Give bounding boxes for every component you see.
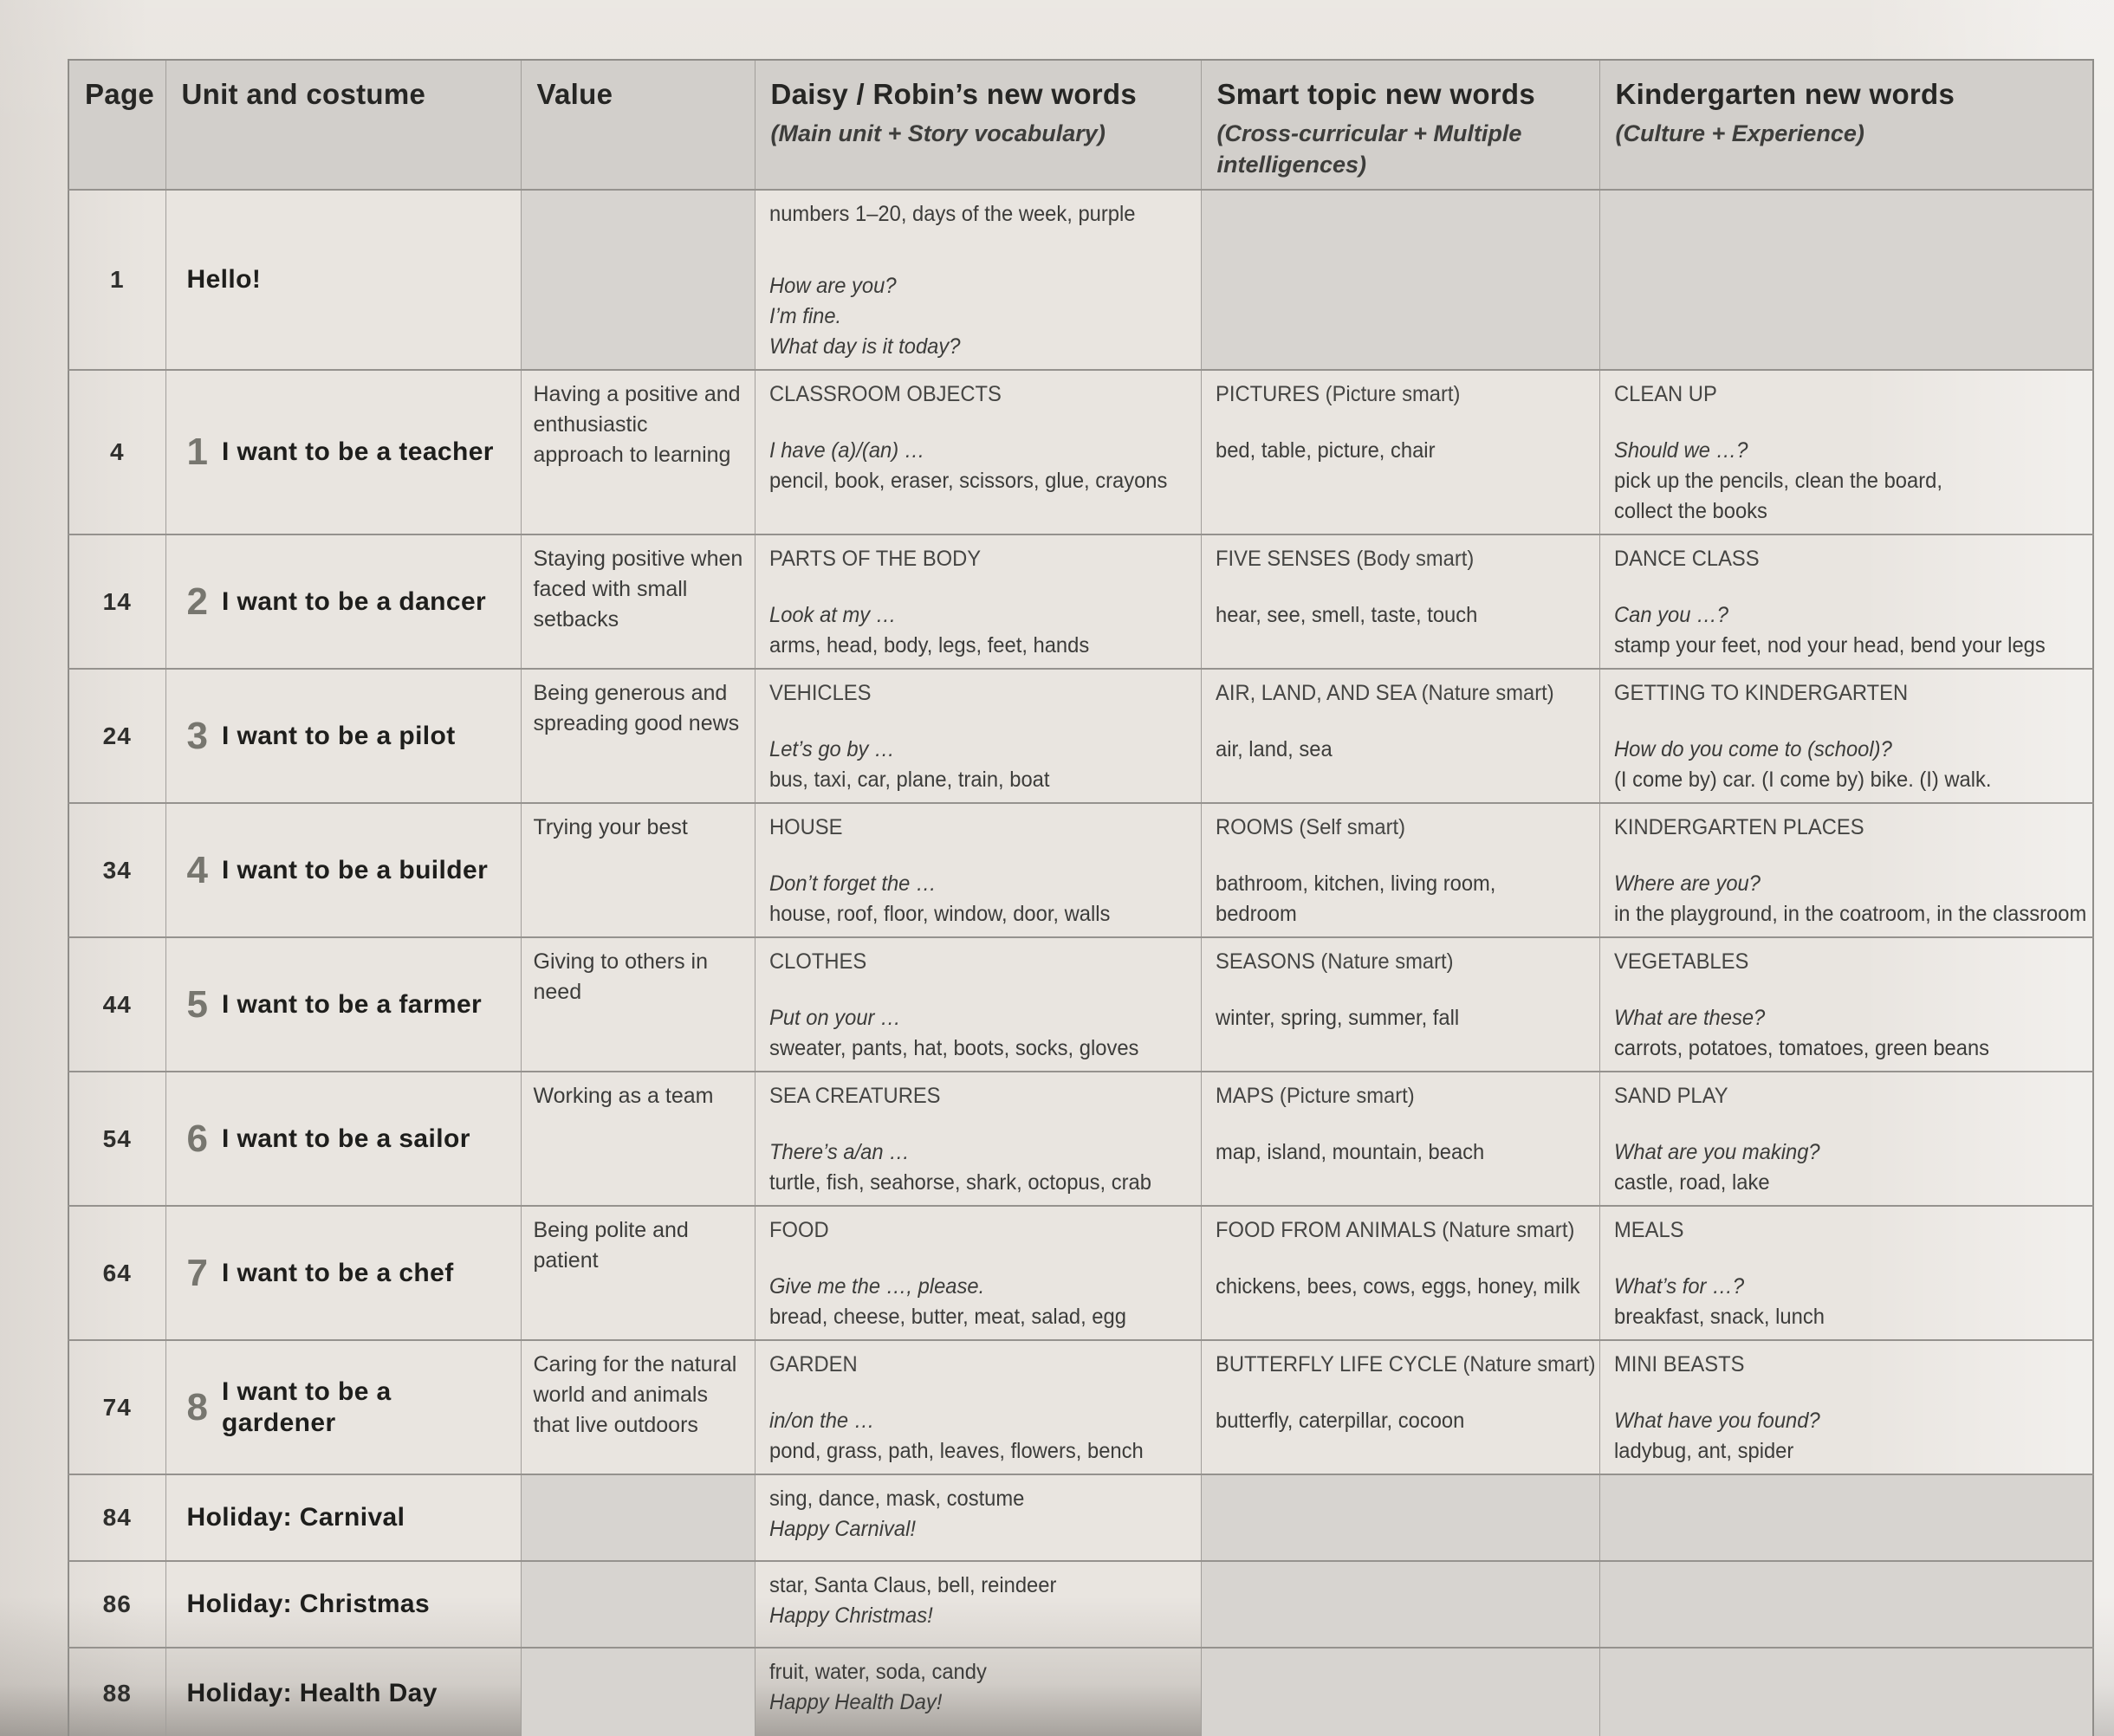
vocab-line: ladybug, ant, spider xyxy=(1613,1439,1793,1463)
smart-topic-words-cell xyxy=(1201,937,1599,1072)
vocab-line: PICTURES (Picture smart) xyxy=(1215,382,1460,406)
unit-title-wrap xyxy=(187,1502,512,1533)
vocab-line: fruit, water, soda, candy xyxy=(768,1660,987,1684)
daisy-robin-words-cell xyxy=(755,190,1201,370)
column-header-kindergarten-words xyxy=(1599,60,2093,190)
kindergarten-words-cell xyxy=(1599,1340,2093,1474)
vocab-line: PARTS OF THE BODY xyxy=(768,547,981,571)
page-cell xyxy=(68,190,165,370)
scope-and-sequence-table xyxy=(68,59,2094,1736)
daisy-robin-words-cell xyxy=(755,1340,1201,1474)
vocab-line: in/on the … xyxy=(768,1409,874,1433)
vocab-line: How are you? xyxy=(768,274,897,298)
vocab-line: Happy Christmas! xyxy=(768,1603,933,1628)
table-header xyxy=(68,60,2093,190)
page-cell xyxy=(68,803,165,937)
vocab-line: air, land, sea xyxy=(1215,737,1333,761)
unit-number: 1 xyxy=(186,431,208,473)
vocab-line: pencil, book, eraser, scissors, glue, crayons xyxy=(768,469,1167,493)
page-number: 4 xyxy=(109,438,125,465)
unit-title: I want to be a dancer xyxy=(221,586,487,616)
unit-cell xyxy=(165,937,521,1072)
vocab-line: winter, spring, summer, fall xyxy=(1215,1006,1459,1030)
unit-title: I want to be a pilot xyxy=(221,721,456,750)
column-label: Daisy / Robin’s new words xyxy=(770,78,1138,110)
unit-number: 6 xyxy=(186,1117,208,1160)
table-body xyxy=(68,190,2093,1736)
unit-title: I want to be a gardener xyxy=(221,1376,392,1437)
unit-title: I want to be a farmer xyxy=(221,989,483,1019)
vocab-line: Give me the …, please. xyxy=(768,1274,984,1299)
page-number: 14 xyxy=(102,587,132,615)
unit-title: I want to be a builder xyxy=(221,855,489,884)
kindergarten-words-cell xyxy=(1599,1072,2093,1206)
vocab-line: castle, road, lake xyxy=(1613,1170,1770,1195)
vocab-line: house, roof, floor, window, door, walls xyxy=(768,902,1110,926)
vocab-line: pond, grass, path, leaves, flowers, bench xyxy=(768,1439,1144,1463)
vocab-line: What day is it today? xyxy=(768,334,960,359)
kindergarten-words-cell xyxy=(1599,803,2093,937)
value-cell xyxy=(521,803,755,937)
column-sublabel: (Cross-curricular + Multiple intelligences) xyxy=(1216,120,1522,178)
column-sublabel: (Culture + Experience) xyxy=(1615,120,1864,146)
unit-title-wrap xyxy=(186,982,512,1026)
kindergarten-words-cell xyxy=(1599,1561,2093,1648)
vocab-line: hear, see, smell, taste, touch xyxy=(1215,603,1477,627)
vocab-line: What have you found? xyxy=(1613,1409,1820,1433)
unit-title-wrap xyxy=(186,714,512,757)
vocab-line: VEHICLES xyxy=(768,681,871,705)
kindergarten-words-cell xyxy=(1599,1206,2093,1340)
column-label: Smart topic new words xyxy=(1216,78,1536,110)
table-row xyxy=(68,1072,2093,1206)
smart-topic-words-cell xyxy=(1201,803,1599,937)
vocab-line: MAPS (Picture smart) xyxy=(1215,1084,1415,1108)
unit-number: 5 xyxy=(186,982,208,1026)
unit-title-wrap xyxy=(187,1589,512,1620)
vocab-line: in the playground, in the coatroom, in the classroom xyxy=(1613,902,2086,926)
unit-cell xyxy=(165,1072,521,1206)
column-label: Value xyxy=(536,78,613,110)
value-cell xyxy=(521,1561,755,1648)
unit-cell xyxy=(165,803,521,937)
daisy-robin-words-cell xyxy=(755,1648,1201,1736)
value-text: Being generous and spreading good news xyxy=(533,681,740,735)
page-number: 24 xyxy=(102,722,132,749)
daisy-robin-words-cell xyxy=(755,669,1201,803)
unit-number: 2 xyxy=(186,580,208,623)
value-text: Being polite and patient xyxy=(533,1218,689,1273)
value-text: Caring for the natural world and animals that live outdoors xyxy=(533,1352,737,1437)
unit-number: 8 xyxy=(186,1385,208,1428)
kindergarten-words-cell xyxy=(1599,937,2093,1072)
vocab-line: How do you come to (school)? xyxy=(1613,737,1892,761)
page-number: 44 xyxy=(102,990,132,1018)
unit-title-wrap xyxy=(186,1251,512,1294)
value-cell xyxy=(521,1648,755,1736)
column-header-value xyxy=(521,60,755,190)
kindergarten-words-cell xyxy=(1599,534,2093,669)
vocab-line: GARDEN xyxy=(768,1352,858,1376)
unit-number: 4 xyxy=(186,848,208,891)
value-cell xyxy=(521,534,755,669)
daisy-robin-words-cell xyxy=(755,534,1201,669)
vocab-line: star, Santa Claus, bell, reindeer xyxy=(768,1573,1056,1597)
vocab-line: numbers 1–20, days of the week, purple xyxy=(768,202,1135,226)
vocab-line: carrots, potatoes, tomatoes, green beans xyxy=(1613,1036,1989,1060)
page-cell xyxy=(68,937,165,1072)
vocab-line: ROOMS (Self smart) xyxy=(1215,815,1405,839)
vocab-line: There’s a/an … xyxy=(768,1140,910,1164)
vocab-line: map, island, mountain, beach xyxy=(1215,1140,1484,1164)
daisy-robin-words-cell xyxy=(755,370,1201,534)
value-text: Trying your best xyxy=(533,815,688,839)
smart-topic-words-cell xyxy=(1201,190,1599,370)
vocab-line: SAND PLAY xyxy=(1613,1084,1728,1108)
unit-title: Holiday: Health Day xyxy=(186,1678,438,1707)
vocab-line: What’s for …? xyxy=(1613,1274,1744,1299)
daisy-robin-words-cell xyxy=(755,1206,1201,1340)
value-cell xyxy=(521,1206,755,1340)
unit-number: 7 xyxy=(186,1251,208,1294)
table-row xyxy=(68,1206,2093,1340)
table-row xyxy=(68,1648,2093,1736)
unit-cell xyxy=(165,1561,521,1648)
value-cell xyxy=(521,370,755,534)
vocab-line: bed, table, picture, chair xyxy=(1215,438,1435,463)
unit-cell xyxy=(165,669,521,803)
unit-cell xyxy=(165,1206,521,1340)
vocab-line: What are you making? xyxy=(1613,1140,1820,1164)
vocab-line: What are these? xyxy=(1613,1006,1765,1030)
value-cell xyxy=(521,190,755,370)
vocab-line: CLOTHES xyxy=(768,949,866,974)
page-number: 54 xyxy=(102,1124,132,1152)
vocab-line: Let’s go by … xyxy=(768,737,895,761)
page-number: 84 xyxy=(102,1504,132,1531)
column-label: Unit and costume xyxy=(181,78,426,110)
vocab-line: bus, taxi, car, plane, train, boat xyxy=(768,768,1049,792)
kindergarten-words-cell xyxy=(1599,669,2093,803)
vocab-line: bedroom xyxy=(1215,902,1297,926)
vocab-line: stamp your feet, nod your head, bend your legs xyxy=(1613,633,2046,657)
vocab-line: MEALS xyxy=(1613,1218,1684,1242)
page-cell xyxy=(68,1206,165,1340)
value-cell xyxy=(521,669,755,803)
unit-title-wrap xyxy=(186,580,512,623)
smart-topic-words-cell xyxy=(1201,370,1599,534)
table-row xyxy=(68,370,2093,534)
daisy-robin-words-cell xyxy=(755,1561,1201,1648)
table-row xyxy=(68,803,2093,937)
page-number: 34 xyxy=(102,856,132,884)
unit-number: 3 xyxy=(186,714,208,757)
column-sublabel: (Main unit + Story vocabulary) xyxy=(770,120,1106,146)
unit-title-wrap xyxy=(187,1678,512,1709)
vocab-line: FOOD FROM ANIMALS (Nature smart) xyxy=(1215,1218,1574,1242)
vocab-line: bread, cheese, butter, meat, salad, egg xyxy=(768,1305,1126,1329)
vocab-line: FIVE SENSES (Body smart) xyxy=(1215,547,1474,571)
value-text: Giving to others in need xyxy=(533,949,708,1004)
unit-cell xyxy=(165,190,521,370)
vocab-line: AIR, LAND, AND SEA (Nature smart) xyxy=(1215,681,1554,705)
daisy-robin-words-cell xyxy=(755,1474,1201,1561)
unit-title: I want to be a teacher xyxy=(221,437,494,466)
page-number: 74 xyxy=(102,1393,132,1421)
smart-topic-words-cell xyxy=(1201,1340,1599,1474)
vocab-line: GETTING TO KINDERGARTEN xyxy=(1613,681,1908,705)
page-cell xyxy=(68,1648,165,1736)
table-row xyxy=(68,669,2093,803)
vocab-line: sweater, pants, hat, boots, socks, gloves xyxy=(768,1036,1138,1060)
vocab-line: butterfly, caterpillar, cocoon xyxy=(1215,1409,1464,1433)
unit-title-wrap xyxy=(186,848,512,891)
value-text: Having a positive and enthusiastic approach to learning xyxy=(533,382,741,467)
page-number: 1 xyxy=(109,266,125,293)
value-cell xyxy=(521,937,755,1072)
value-text: Staying positive when faced with small setbacks xyxy=(533,547,743,632)
smart-topic-words-cell xyxy=(1201,1206,1599,1340)
vocab-line: arms, head, body, legs, feet, hands xyxy=(768,633,1089,657)
daisy-robin-words-cell xyxy=(755,1072,1201,1206)
value-text: Working as a team xyxy=(533,1084,714,1108)
vocab-line: BUTTERFLY LIFE CYCLE (Nature smart) xyxy=(1215,1352,1596,1376)
unit-title: Holiday: Christmas xyxy=(186,1590,431,1618)
vocab-line: Where are you? xyxy=(1613,871,1761,896)
unit-cell xyxy=(165,1648,521,1736)
table-row xyxy=(68,534,2093,669)
vocab-line: Look at my … xyxy=(768,603,897,627)
kindergarten-words-cell xyxy=(1599,1474,2093,1561)
vocab-line: Put on your … xyxy=(768,1006,901,1030)
vocab-line: sing, dance, mask, costume xyxy=(768,1487,1024,1511)
kindergarten-words-cell xyxy=(1599,1648,2093,1736)
smart-topic-words-cell xyxy=(1201,1561,1599,1648)
smart-topic-words-cell xyxy=(1201,669,1599,803)
unit-title-wrap xyxy=(186,1117,512,1160)
unit-cell xyxy=(165,370,521,534)
unit-title-wrap xyxy=(187,1376,512,1439)
smart-topic-words-cell xyxy=(1201,1474,1599,1561)
table-row xyxy=(68,1340,2093,1474)
unit-cell xyxy=(165,534,521,669)
vocab-line: breakfast, snack, lunch xyxy=(1613,1305,1825,1329)
page-cell xyxy=(68,1561,165,1648)
vocab-line: collect the books xyxy=(1613,499,1767,523)
vocab-line: KINDERGARTEN PLACES xyxy=(1613,815,1864,839)
column-header-daisy-robin-words xyxy=(755,60,1201,190)
column-header-smart-topic-words xyxy=(1201,60,1599,190)
column-label: Kindergarten new words xyxy=(1615,78,1955,110)
unit-title: Holiday: Carnival xyxy=(186,1503,405,1532)
column-header-unit xyxy=(165,60,521,190)
vocab-line: HOUSE xyxy=(768,815,842,839)
unit-title: I want to be a chef xyxy=(221,1258,454,1287)
column-header-page xyxy=(68,60,165,190)
vocab-line: Don’t forget the … xyxy=(768,871,937,896)
unit-title: I want to be a sailor xyxy=(221,1124,470,1153)
table-row xyxy=(68,190,2093,370)
unit-title: Hello! xyxy=(186,265,262,294)
vocab-line: Happy Carnival! xyxy=(768,1517,916,1541)
vocab-line: chickens, bees, cows, eggs, honey, milk xyxy=(1215,1274,1580,1299)
daisy-robin-words-cell xyxy=(755,937,1201,1072)
vocab-line: CLEAN UP xyxy=(1613,382,1717,406)
vocab-line: turtle, fish, seahorse, shark, octopus, crab xyxy=(768,1170,1151,1195)
smart-topic-words-cell xyxy=(1201,1648,1599,1736)
page-number: 86 xyxy=(102,1590,132,1617)
table-row xyxy=(68,1474,2093,1561)
vocab-line: FOOD xyxy=(768,1218,829,1242)
page-cell xyxy=(68,534,165,669)
page-cell xyxy=(68,1474,165,1561)
daisy-robin-words-cell xyxy=(755,803,1201,937)
kindergarten-words-cell xyxy=(1599,190,2093,370)
vocab-line: (I come by) car. (I come by) bike. (I) walk. xyxy=(1613,768,1992,792)
unit-title-wrap xyxy=(187,264,512,295)
page-number: 88 xyxy=(102,1679,132,1707)
smart-topic-words-cell xyxy=(1201,1072,1599,1206)
vocab-line: Happy Health Day! xyxy=(768,1690,942,1714)
vocab-line: CLASSROOM OBJECTS xyxy=(768,382,1002,406)
vocab-line: I have (a)/(an) … xyxy=(768,438,925,463)
value-cell xyxy=(521,1474,755,1561)
column-label: Page xyxy=(85,78,155,110)
vocab-line: SEA CREATURES xyxy=(768,1084,941,1108)
page-cell xyxy=(68,370,165,534)
value-cell xyxy=(521,1072,755,1206)
kindergarten-words-cell xyxy=(1599,370,2093,534)
page-cell xyxy=(68,1072,165,1206)
vocab-line: DANCE CLASS xyxy=(1613,547,1760,571)
unit-cell xyxy=(165,1340,521,1474)
header-row xyxy=(68,60,2093,190)
table-row xyxy=(68,937,2093,1072)
vocab-line: MINI BEASTS xyxy=(1613,1352,1744,1376)
value-cell xyxy=(521,1340,755,1474)
vocab-line: bathroom, kitchen, living room, xyxy=(1215,871,1495,896)
vocab-line: Should we …? xyxy=(1613,438,1748,463)
unit-cell xyxy=(165,1474,521,1561)
vocab-line: pick up the pencils, clean the board, xyxy=(1613,469,1942,493)
table-row xyxy=(68,1561,2093,1648)
vocab-line: Can you …? xyxy=(1613,603,1728,627)
unit-title-wrap xyxy=(187,433,512,471)
page-cell xyxy=(68,1340,165,1474)
page-number: 64 xyxy=(102,1259,132,1286)
vocab-line: SEASONS (Nature smart) xyxy=(1215,949,1454,974)
page-cell xyxy=(68,669,165,803)
vocab-line: I’m fine. xyxy=(768,304,841,328)
smart-topic-words-cell xyxy=(1201,534,1599,669)
vocab-line: VEGETABLES xyxy=(1613,949,1748,974)
